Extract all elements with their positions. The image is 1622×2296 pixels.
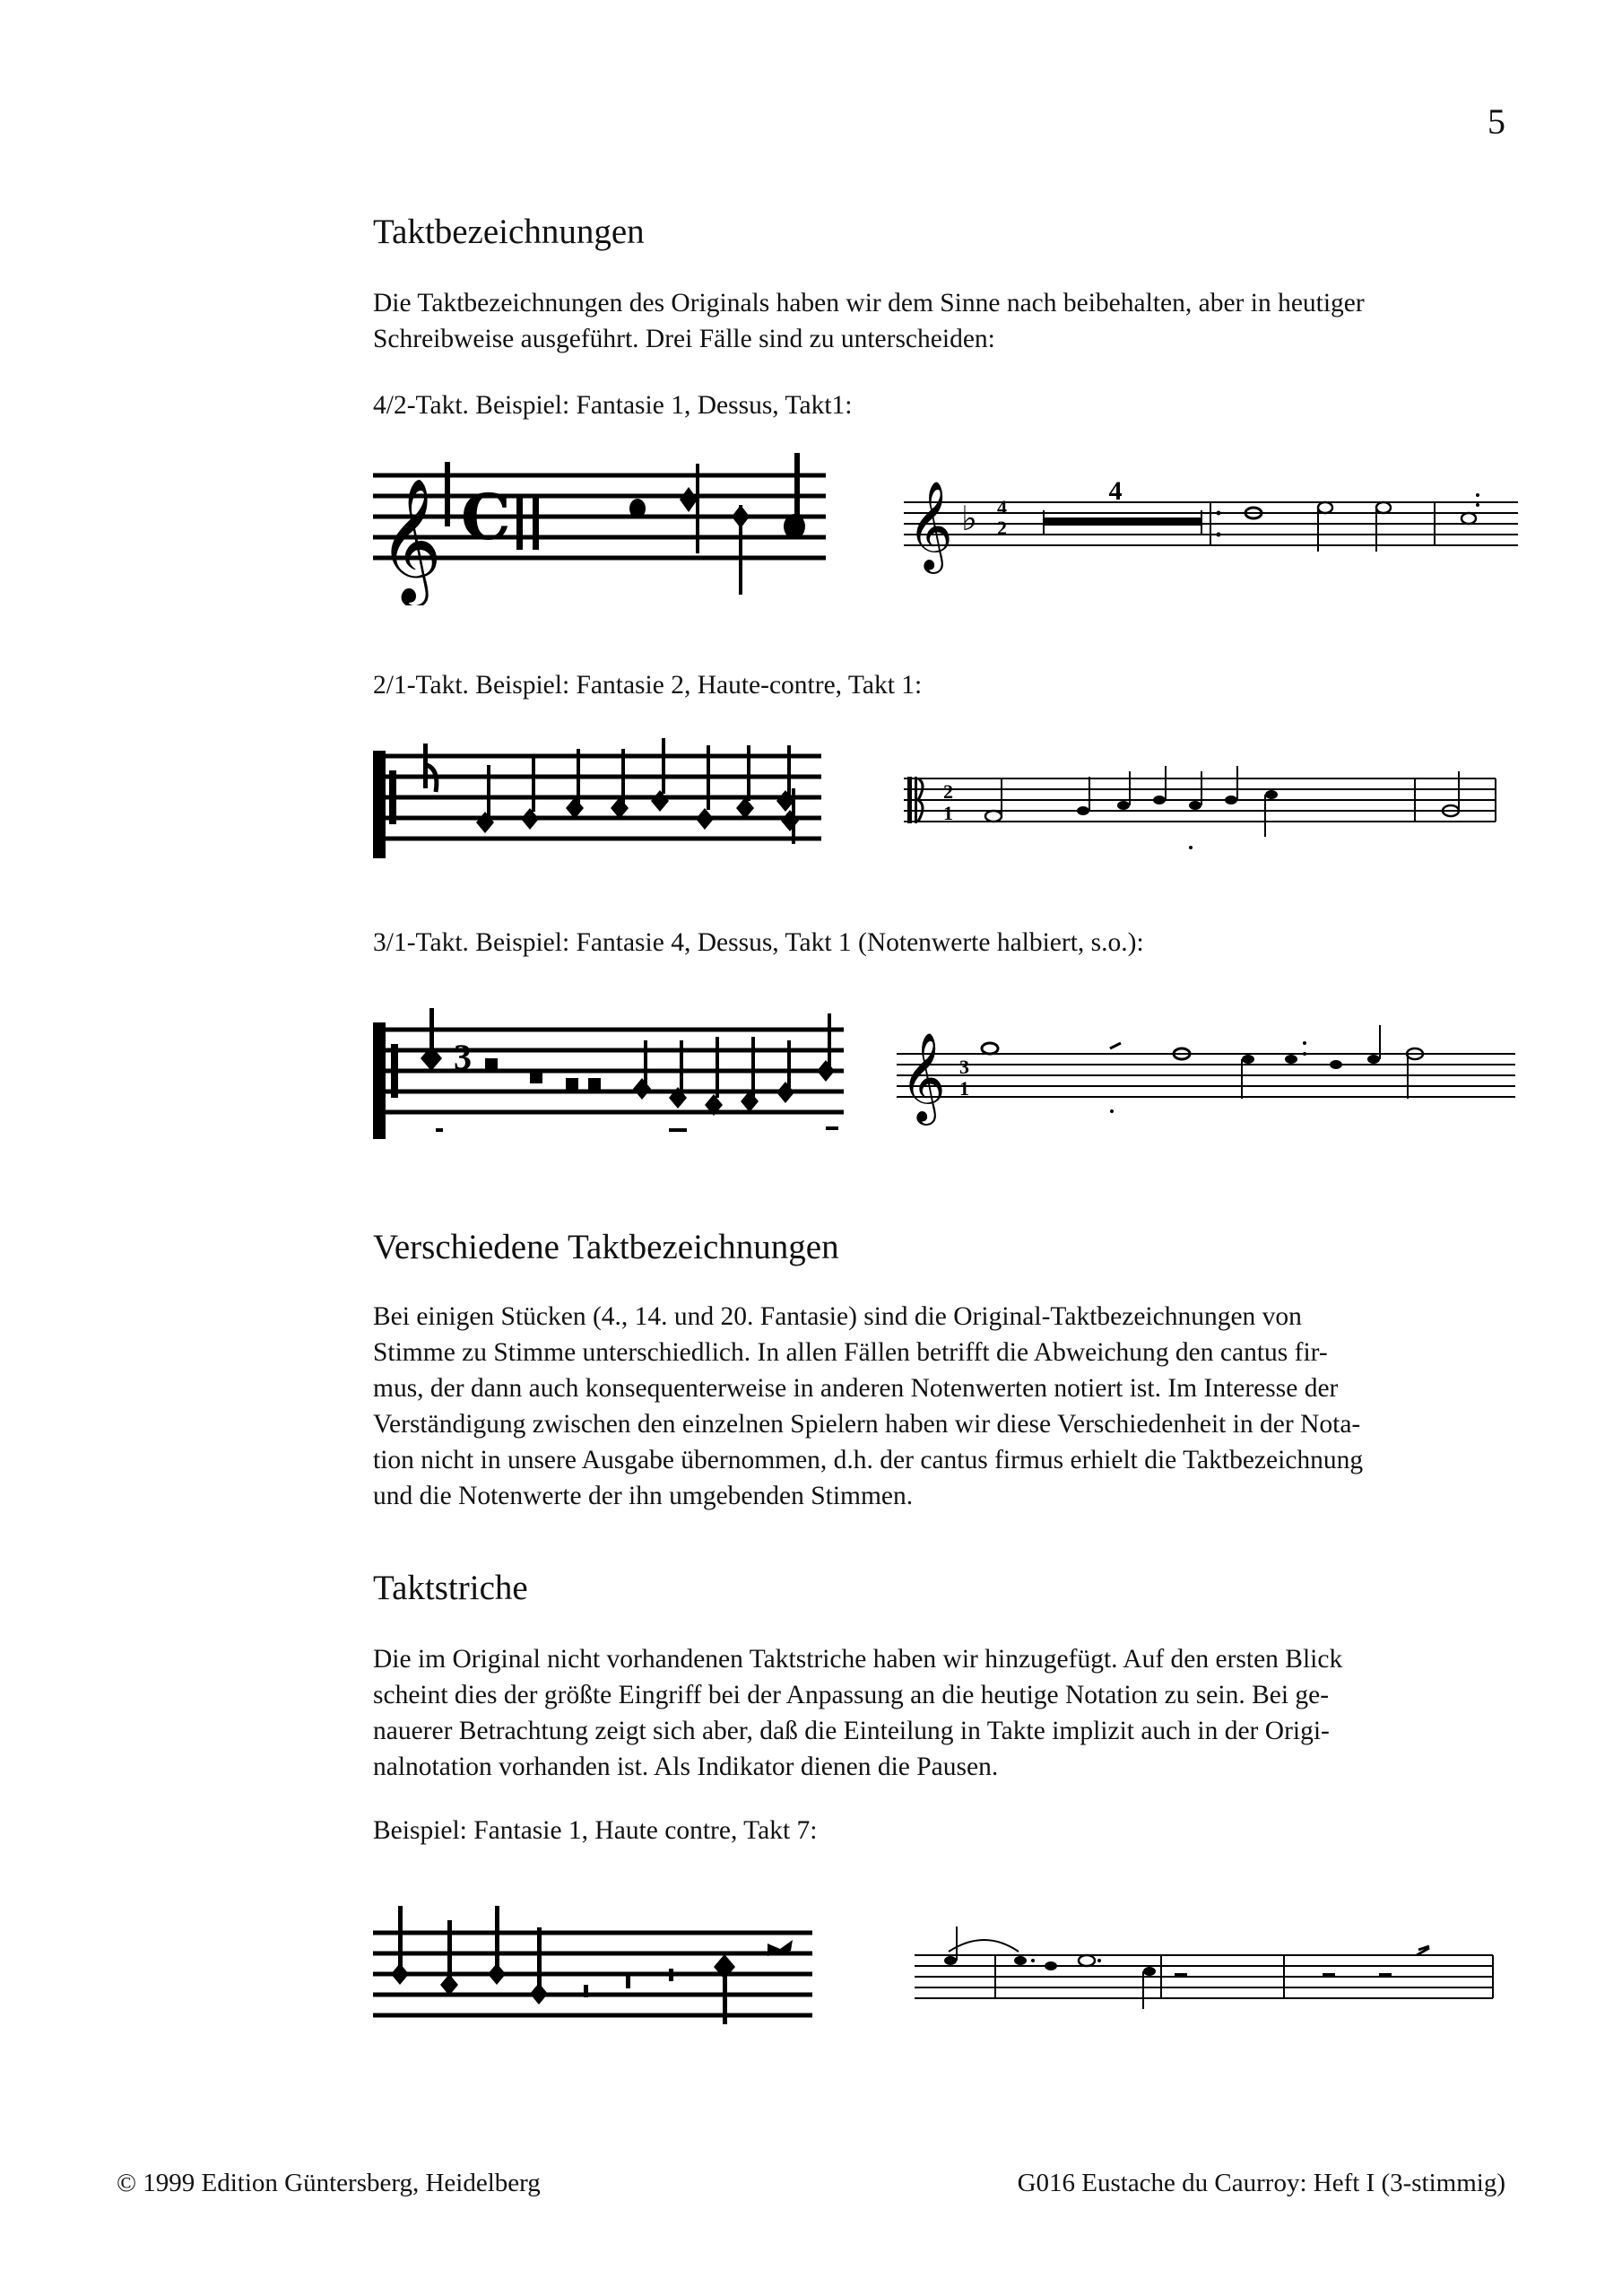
- paragraph-taktbezeichnungen: Die Taktbezeichnungen des Originals haben wir dem Sinne nach beibehalten, aber in heutiger Schreibweise ausgeführt. Drei Fälle sind zu unterscheiden:: [373, 289, 1365, 353]
- svg-text:3: 3: [959, 1056, 969, 1078]
- svg-text:C: C: [461, 480, 511, 554]
- facsimile-example-taktstriche: [373, 1906, 821, 2049]
- time-signature-4-2-upper: 4: [997, 496, 1007, 518]
- svg-text:1: 1: [943, 802, 953, 824]
- caption-example-2-1: 2/1-Takt. Beispiel: Fantasie 2, Haute-contre, Takt 1:: [373, 671, 923, 700]
- facsimile-example-2-1: [373, 738, 830, 873]
- facsimile-example-3-1: [373, 1004, 848, 1148]
- footer-edition: G016 Eustache du Caurroy: Heft I (3-stimmig): [1017, 2169, 1505, 2197]
- modern-example-4-2: [904, 453, 1522, 587]
- heading-verschiedene-taktbezeichnungen: Verschiedene Taktbezeichnungen: [373, 1228, 839, 1266]
- modern-example-taktstriche: [915, 1919, 1506, 2036]
- svg-text:3: 3: [454, 1037, 472, 1077]
- page-number: 5: [1488, 101, 1505, 142]
- paragraph-verschiedene-taktbezeichnungen: Bei einigen Stücken (4., 14. und 20. Fantasie) sind die Original-Taktbezeichnungen von Stimme zu Stimme unterschiedlich. In allen Fällen betrifft die Abweichung den cantus fir- mus, der dann auch konsequenterweise in anderen Notenwerten notiert ist. Im Interesse der Verständigung zwischen den einzelnen Spielern haben wir diese Verschiedenheit in der Nota- tion nicht in unsere Ausgabe übernommen, d.h. der cantus firmus erhielt die Taktbezeichnung und die Notenwerte der ihn umgebenden Stimmen.: [373, 1302, 1364, 1510]
- svg-text:♭: ♭: [961, 499, 977, 538]
- rest-count: 4: [1108, 476, 1123, 506]
- modern-example-2-1: [904, 752, 1522, 868]
- footer-copyright: © 1999 Edition Güntersberg, Heidelberg: [117, 2169, 541, 2197]
- multi-measure-rest: [1044, 517, 1201, 526]
- caption-example-taktstriche: Beispiel: Fantasie 1, Haute contre, Takt 7:: [373, 1816, 818, 1845]
- paragraph-taktstriche: Die im Original nicht vorhandenen Taktstriche haben wir hinzugefügt. Auf den ersten Blick scheint dies der größte Eingriff bei der Anpassung an die heutige Notation zu sein. Bei ge- nauerer Betrachtung zeigt sich aber, daß die Einteilung in Takte implizit auch in der Origi- nalnotation vorhanden ist. Als Indikator dienen die Pausen.: [373, 1645, 1343, 1781]
- caption-example-3-1: 3/1-Takt. Beispiel: Fantasie 4, Dessus, Takt 1 (Notenwerte halbiert, s.o.):: [373, 928, 1144, 957]
- svg-text:𝄞: 𝄞: [378, 478, 442, 603]
- svg-text:1: 1: [959, 1077, 969, 1100]
- svg-text:2: 2: [943, 780, 953, 803]
- modern-example-3-1: [897, 1018, 1524, 1135]
- svg-text:2: 2: [997, 517, 1007, 539]
- heading-taktstriche: Taktstriche: [373, 1569, 528, 1607]
- svg-text:𝄞: 𝄞: [900, 1032, 946, 1122]
- facsimile-example-4-2: [373, 453, 830, 605]
- svg-text:𝄞: 𝄞: [907, 481, 953, 570]
- heading-taktbezeichnungen: Taktbezeichnungen: [373, 213, 645, 251]
- caption-example-4-2: 4/2-Takt. Beispiel: Fantasie 1, Dessus, Takt1:: [373, 391, 853, 420]
